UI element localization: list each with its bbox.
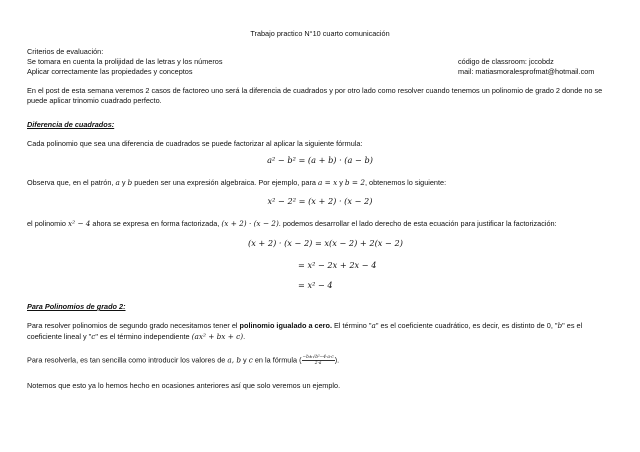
closing-paragraph: Notemos que esto ya lo hemos hecho en ocasiones anteriores así que solo veremos un ejemplo. <box>27 381 341 390</box>
development-step-1: (x + 2) · (x − 2) = x(x − 2) + 2(x − 2) <box>248 238 403 248</box>
example-formula: x² − 2² = (x + 2) · (x − 2) <box>267 196 373 206</box>
contact-mail: mail: matiasmoralesprofmat@hotmail.com <box>458 67 595 76</box>
degree-2-paragraph-line-2: coeficiente lineal y "c" es el término independiente (ax² + bx + c). <box>27 332 246 341</box>
section-heading-difference-of-squares: Diferencia de cuadrados: <box>27 120 115 129</box>
quadratic-formula-fraction: $\frac{\text{−b±√b²−4·a·c}}{2\cdot a}$ <box>302 355 334 366</box>
intro-paragraph: En el post de esta semana veremos 2 casos de factoreo uno será la diferencia de cuadrados y por otro lado como resolver cuando tenemos un polinomio de grado 2 donde no se puede aplicar trinomio cuadrado perfecto. <box>27 86 603 105</box>
development-step-2: = x² − 2x + 2x − 4 <box>298 260 377 270</box>
criteria-line-2: Aplicar correctamente las propiedades y conceptos <box>27 67 193 76</box>
formula-intro-text: Cada polinomio que sea una diferencia de cuadrados se puede factorizar al aplicar la siguiente fórmula: <box>27 139 363 148</box>
degree-2-paragraph-line-1: Para resolver polinomios de segundo grado necesitamos tener el polinomio igualado a cero. El término "a" es el coeficiente cuadrático, es decir, es distinto de 0, "b" es el <box>27 321 583 330</box>
pattern-explanation: Observa que, en el patrón, a y b pueden ser una expresión algebraica. Por ejemplo, para a = x y b = 2, obtenemos lo siguiente: <box>27 178 447 187</box>
criteria-line-1: Se tomara en cuenta la prolijidad de las letras y los números <box>27 57 223 66</box>
criteria-heading: Criterios de evaluación: <box>27 47 104 56</box>
factorization-explanation: el polinomio x² − 4 ahora se expresa en forma factorizada, (x + 2) · (x − 2). podemos desarrollar el lado derecho de esta ecuación para justificar la factorización: <box>27 219 557 228</box>
quadratic-formula-paragraph: Para resolverla, es tan sencilla como introducir los valores de a, b y c en la fórmula ( $\frac{\text{−b±√b²−4·a·c}}{2\cdot a}$ ). <box>27 355 340 366</box>
difference-of-squares-formula: a² − b² = (a + b) · (a − b) <box>267 155 373 165</box>
page-title: Trabajo practico N°10 cuarto comunicación <box>250 29 390 38</box>
section-heading-degree-2: Para Polinomios de grado 2: <box>27 302 126 311</box>
development-step-3: = x² − 4 <box>298 280 333 290</box>
classroom-code: código de classroom: jccobdz <box>458 57 554 66</box>
